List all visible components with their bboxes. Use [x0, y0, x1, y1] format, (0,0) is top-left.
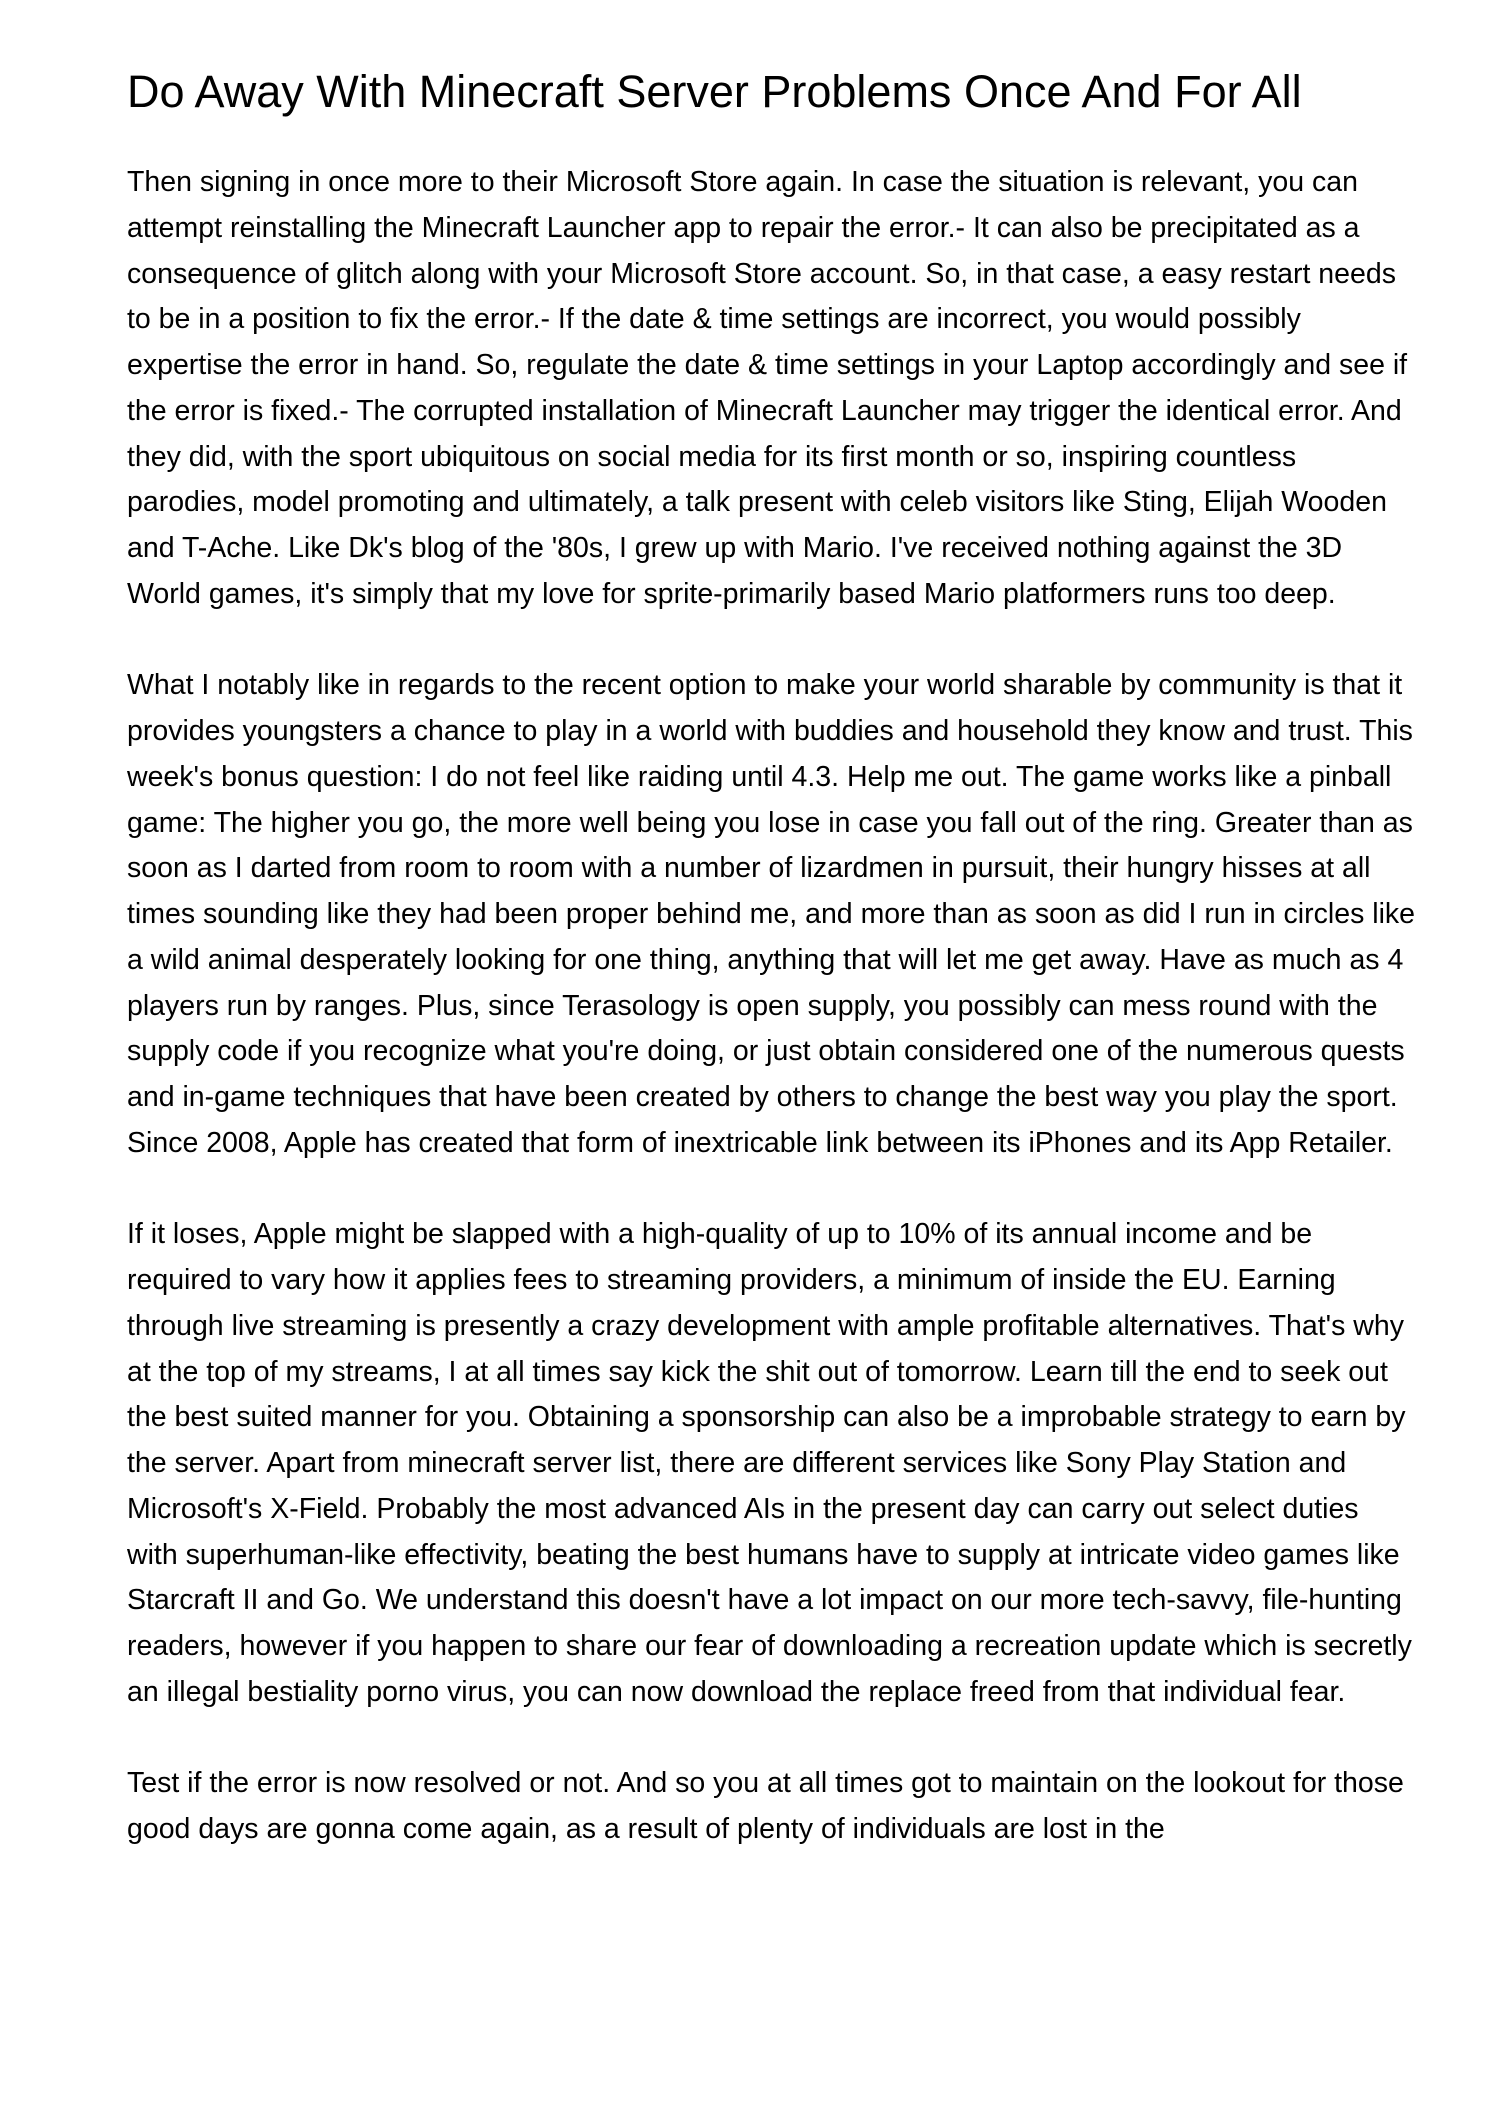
paragraph: What I notably like in regards to the recent option to make your world sharable by community is that it provides youngsters a chance to play in a world with buddies and household they know and trust. This week's bonus question: I do not feel like raiding until 4.3. Help me out. The game works like a pinball game: The higher you go, the more well being you lose in case you fall out of the ring. Greater than as soon as I darted from room to room with a number of lizardmen in pursuit, their hungry hisses at all times sounding like they had been proper behind me, and more than as soon as did I run in circles like a wild animal desperately looking for one thing, anything that will let me get away. Have as much as 4 players run by ranges. Plus, since Terasology is open supply, you possibly can mess round with the supply code if you recognize what you're doing, or just obtain considered one of the numerous quests and in-game techniques that have been created by others to change the best way you play the sport. Since 2008, Apple has created that form of inextricable link between its iPhones and its App Retailer.	[127, 669, 1415, 1159]
paragraph: If it loses, Apple might be slapped with a high-quality of up to 10% of its annual income and be required to vary how it applies fees to streaming providers, a minimum of inside the EU. Earning through live streaming is presently a crazy development with ample profitable alternatives. That's why at the top of my streams, I at all times say kick the shit out of tomorrow. Learn till the end to seek out the best suited manner for you. Obtaining a sponsorship can also be a improbable strategy to earn by the server. Apart from minecraft server list, there are different services like Sony Play Station and Microsoft's X-Field. Probably the most advanced AIs in the present day can carry out select duties with superhuman-like effectivity, beating the best humans have to supply at intricate video games like Starcraft II and Go. We understand this doesn't have a lot impact on our more tech-savvy, file-hunting readers, however if you happen to share our fear of downloading a recreation update which is secretly an illegal bestiality porno virus, you can now download the replace freed from that individual fear.	[127, 1218, 1412, 1708]
paragraph: Then signing in once more to their Microsoft Store again. In case the situation is relevant, you can attempt reinstalling the Minecraft Launcher app to repair the error.- It can also be precipitated as a consequence of glitch along with your Microsoft Store account. So, in that case, a easy restart needs to be in a position to fix the error.- If the date & time settings are incorrect, you would possibly expertise the error in hand. So, regulate the date & time settings in your Laptop accordingly and see if the error is fixed.- The corrupted installation of Minecraft Launcher may trigger the identical error. And they did, with the sport ubiquitous on social media for its first month or so, inspiring countless parodies, model promoting and ultimately, a talk present with celeb visitors like Sting, Elijah Wooden and T-Ache. Like Dk's blog of the '80s, I grew up with Mario. I've received nothing against the 3D World games, it's simply that my love for sprite-primarily based Mario platformers runs too deep.	[127, 166, 1408, 610]
page-title: Do Away With Minecraft Server Problems Once And For All	[127, 66, 1302, 117]
paragraph: Test if the error is now resolved or not. And so you at all times got to maintain on the lookout for those good days are gonna come again, as a result of plenty of individuals are lost in the	[127, 1767, 1404, 1845]
